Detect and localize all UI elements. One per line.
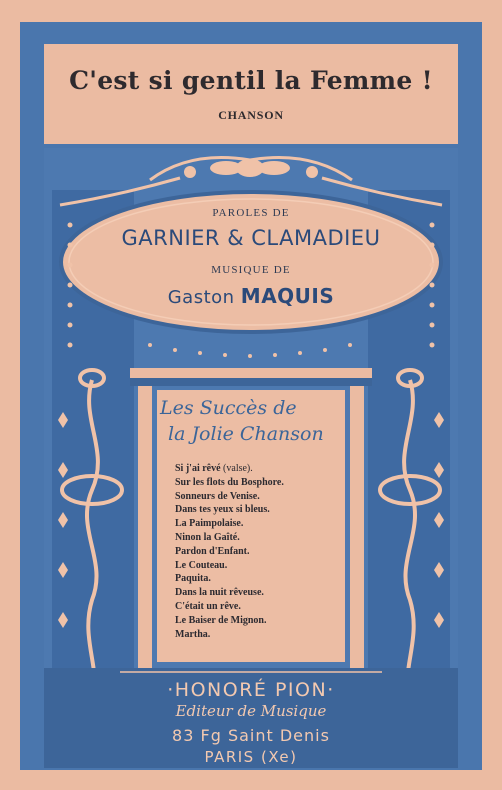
list-item: Sur les flots du Bosphore. xyxy=(175,476,284,488)
list-item: Dans tes yeux si bleus. xyxy=(175,504,270,516)
list-item: La Paimpolaise. xyxy=(175,518,244,530)
music-by-label: MUSIQUE DE xyxy=(211,264,291,276)
composer-first-name: Gaston xyxy=(167,287,235,308)
list-item: Sonneurs de Venise. xyxy=(175,490,260,502)
right-pillar xyxy=(350,370,364,690)
list-item: Pardon d'Enfant. xyxy=(175,545,250,557)
lyrics-by-label: PAROLES DE xyxy=(212,207,290,219)
list-item: Paquita. xyxy=(175,573,211,585)
song-list xyxy=(175,462,284,641)
list-item: Dans la nuit rêveuse. xyxy=(175,587,264,599)
lintel-shade xyxy=(130,378,372,386)
publisher-address: 83 Fg Saint Denis xyxy=(172,726,330,745)
song-genre: CHANSON xyxy=(218,108,284,122)
lyricists-names: GARNIER & CLAMADIEU xyxy=(121,226,381,250)
list-item: Le Couteau. xyxy=(175,559,228,571)
list-item: Si j'ai rêvé (valse). xyxy=(175,463,253,474)
song-title: C'est si gentil la Femme ! xyxy=(69,66,433,95)
list-item: Ninon la Gaîté. xyxy=(175,531,240,543)
list-item: Le Baiser de Mignon. xyxy=(175,614,267,626)
series-heading-line1: Les Succès de xyxy=(160,397,297,419)
series-heading-line2: la Jolie Chanson xyxy=(168,423,324,445)
publisher-city: PARIS (Xe) xyxy=(204,748,298,766)
list-item: Martha. xyxy=(175,628,211,640)
list-item: C'était un rêve. xyxy=(175,600,241,612)
publisher-role: Editeur de Musique xyxy=(175,702,327,720)
publisher-name: ·HONORÉ PION· xyxy=(167,679,335,701)
left-pillar xyxy=(138,370,152,690)
composer-name xyxy=(90,284,412,308)
composer-last-name: MAQUIS xyxy=(240,284,335,308)
lintel xyxy=(130,368,372,378)
